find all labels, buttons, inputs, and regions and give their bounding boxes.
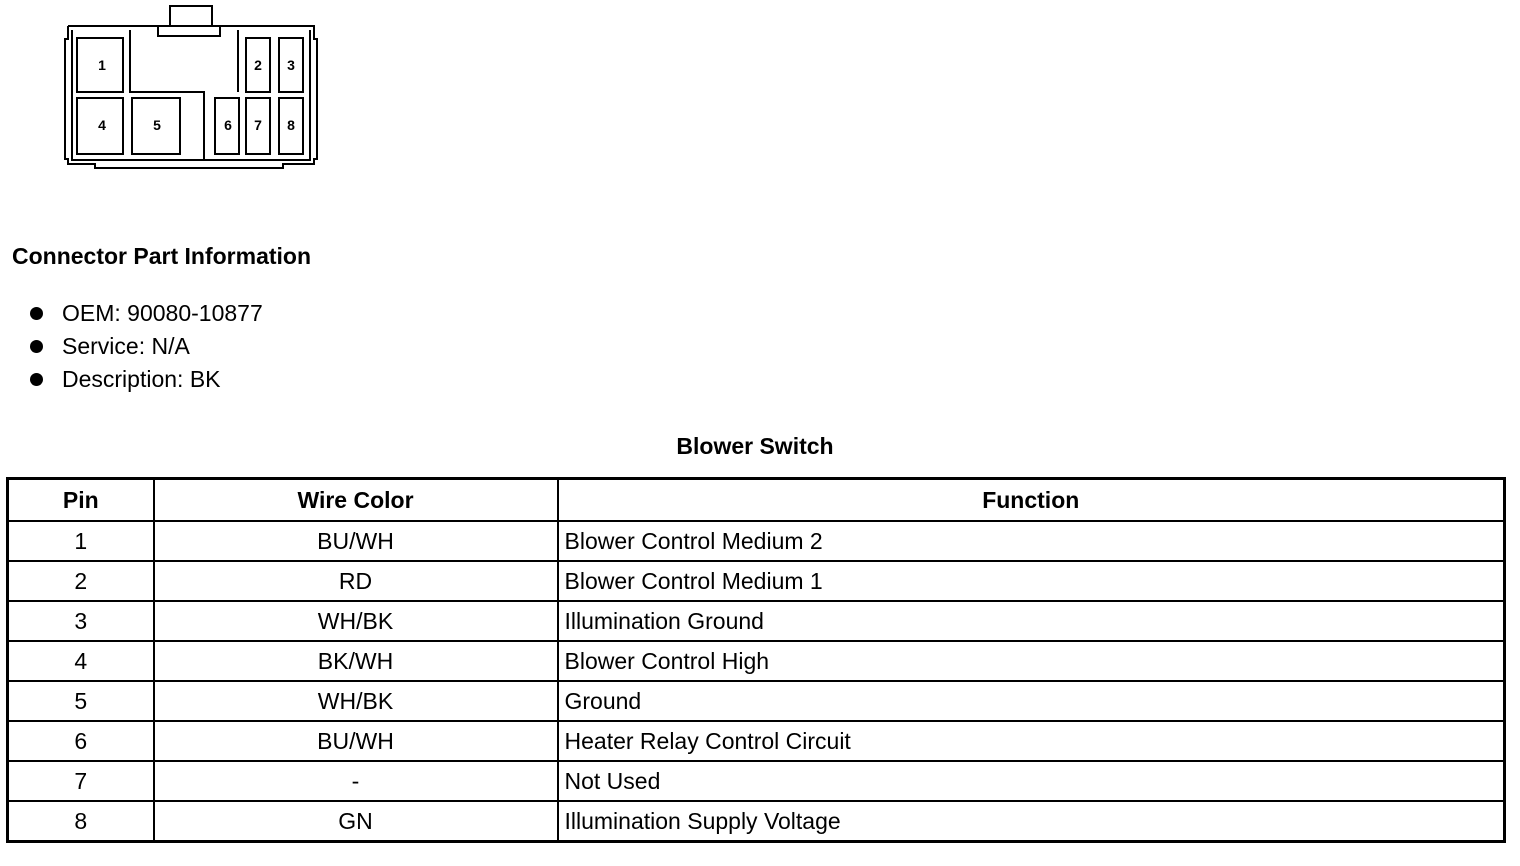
- bullet-icon: [30, 340, 43, 353]
- cell-function: Not Used: [558, 761, 1505, 801]
- cell-wire-color: -: [154, 761, 558, 801]
- cell-pin: 2: [8, 561, 154, 601]
- table-row: [8, 721, 1505, 761]
- pin-label: 1: [98, 57, 106, 73]
- cell-pin: 5: [8, 681, 154, 721]
- cell-pin: 4: [8, 641, 154, 681]
- pin-label: 3: [287, 57, 295, 73]
- header-function: Function: [558, 479, 1505, 522]
- cell-wire-color: RD: [154, 561, 558, 601]
- info-text: OEM: 90080-10877: [62, 300, 263, 326]
- bullet-icon: [30, 373, 43, 386]
- pin-label: 4: [98, 117, 106, 133]
- cell-pin: 8: [8, 801, 154, 842]
- info-text: Description: BK: [62, 366, 221, 392]
- table-row: [8, 641, 1505, 681]
- pin-label: 7: [254, 117, 262, 133]
- cell-wire-color: BK/WH: [154, 641, 558, 681]
- cell-pin: 1: [8, 521, 154, 561]
- cell-pin: 6: [8, 721, 154, 761]
- table-row: [8, 801, 1505, 842]
- header-wire-color: Wire Color: [154, 479, 558, 522]
- cell-function: Illumination Ground: [558, 601, 1505, 641]
- pin-label: 8: [287, 117, 295, 133]
- cell-wire-color: BU/WH: [154, 721, 558, 761]
- cell-wire-color: BU/WH: [154, 521, 558, 561]
- cell-wire-color: WH/BK: [154, 601, 558, 641]
- cell-pin: 7: [8, 761, 154, 801]
- pin-label: 2: [254, 57, 262, 73]
- connector-diagram: [60, 4, 322, 174]
- header-pin: Pin: [8, 479, 154, 522]
- bullet-icon: [30, 307, 43, 320]
- cell-function: Blower Control Medium 1: [558, 561, 1505, 601]
- info-item: [30, 363, 263, 396]
- cell-function: Heater Relay Control Circuit: [558, 721, 1505, 761]
- table-row: [8, 561, 1505, 601]
- part-info-list: [30, 297, 263, 396]
- cell-function: Ground: [558, 681, 1505, 721]
- cell-function: Blower Control High: [558, 641, 1505, 681]
- table-title: Blower Switch: [676, 433, 834, 459]
- section-title: Connector Part Information: [12, 243, 312, 269]
- pinout-table: [6, 477, 1506, 843]
- info-text: Service: N/A: [62, 333, 190, 359]
- cell-wire-color: WH/BK: [154, 681, 558, 721]
- table-row: [8, 761, 1505, 801]
- table-header-row: [8, 479, 1505, 522]
- cell-function: Illumination Supply Voltage: [558, 801, 1505, 842]
- pin-label: 5: [153, 117, 161, 133]
- cell-pin: 3: [8, 601, 154, 641]
- info-item: [30, 330, 263, 363]
- table-row: [8, 521, 1505, 561]
- info-item: [30, 297, 263, 330]
- cell-wire-color: GN: [154, 801, 558, 842]
- table-row: [8, 681, 1505, 721]
- pin-label: 6: [224, 117, 232, 133]
- cell-function: Blower Control Medium 2: [558, 521, 1505, 561]
- connector-latch: [170, 6, 212, 26]
- table-row: [8, 601, 1505, 641]
